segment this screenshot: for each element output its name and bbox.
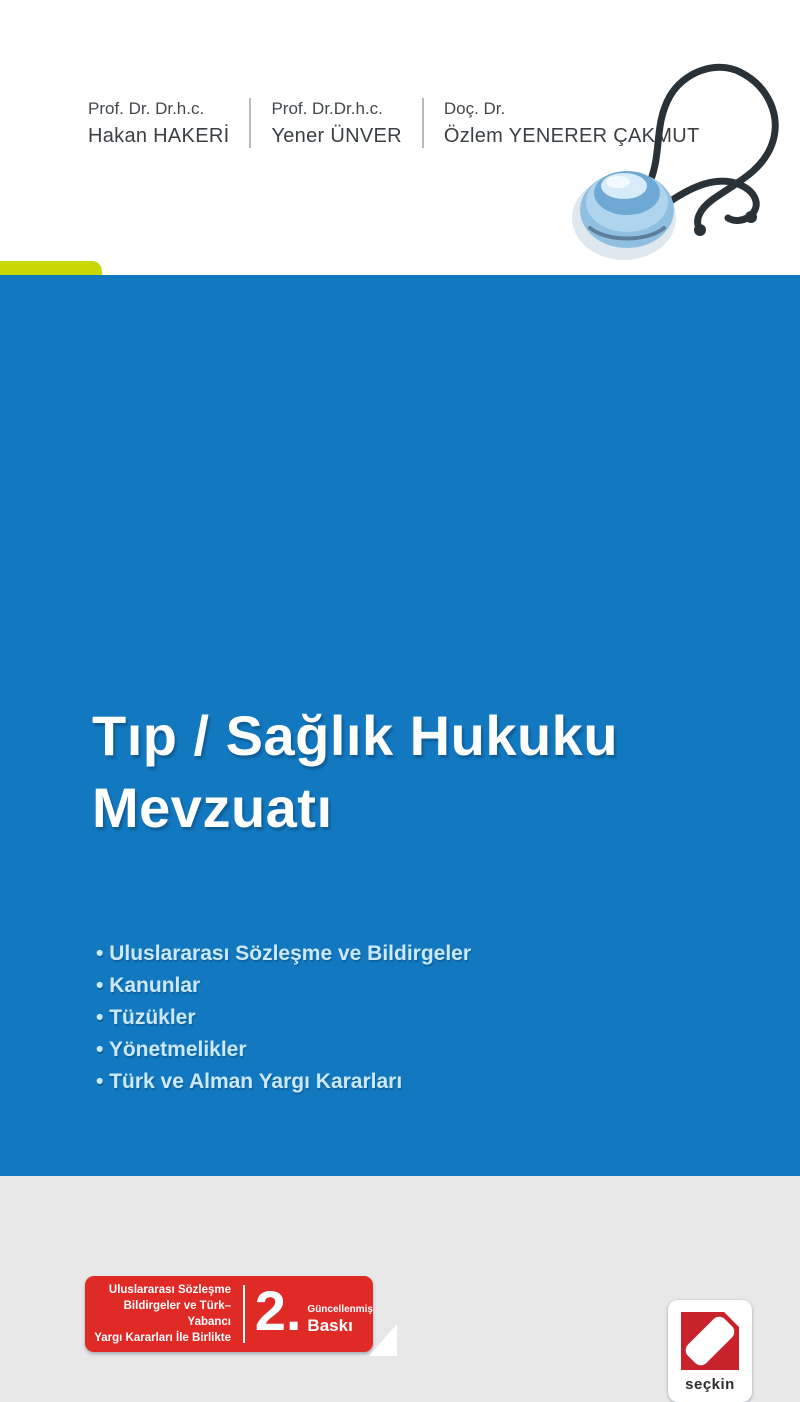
edition-label-top: Güncellenmiş [307,1303,373,1315]
edition-number: 2. [254,1279,302,1342]
book-title-line2: Mevzuatı [92,776,333,839]
edition-badge-divider [243,1285,245,1343]
author-3-title: Doç. Dr. [443,99,506,118]
eraser-shape-icon [682,1313,737,1368]
author-2 [251,96,421,150]
publisher-name: seçkin [685,1376,735,1393]
author-2-title: Prof. Dr.Dr.h.c. [271,99,383,118]
contents-item-5: • Türk ve Alman Yargı Kararları [96,1066,471,1098]
author-1 [88,96,249,150]
author-3-name: Özlem YENERER ÇAKMUT [443,125,700,147]
author-1-name: Hakan HAKERİ [88,125,230,147]
contents-item-2: • Kanunlar [96,970,471,1002]
publisher-logo-mark-icon [681,1312,739,1370]
badge-fold-corner-icon [369,1324,397,1356]
author-2-name: Yener ÜNVER [271,125,402,147]
edition-badge-desc-line1: Uluslararası Sözleşme [108,1284,231,1296]
book-title-line1: Tıp / Sağlık Hukuku [92,704,619,767]
edition-badge-desc-line3: Yargı Kararları İle Birlikte [94,1332,231,1344]
edition-badge-description [85,1282,231,1346]
body-band [0,275,800,1393]
contents-item-3: • Tüzükler [96,1002,471,1034]
top-band [0,0,800,275]
edition-labels [307,1304,373,1335]
contents-item-1: • Uluslararası Sözleşme ve Bildirgeler [96,938,471,970]
contents-list [96,938,471,1098]
stethoscope-icon [552,32,800,272]
publisher-logo [668,1300,752,1402]
edition-label-bottom: Baskı [307,1315,353,1335]
contents-item-4: • Yönetmelikler [96,1034,471,1066]
book-title [92,700,618,844]
author-1-title: Prof. Dr. Dr.h.c. [88,99,205,118]
edition-badge-desc-line2: Bildirgeler ve Türk–Yabancı [123,1300,231,1328]
edition-badge [85,1276,373,1352]
